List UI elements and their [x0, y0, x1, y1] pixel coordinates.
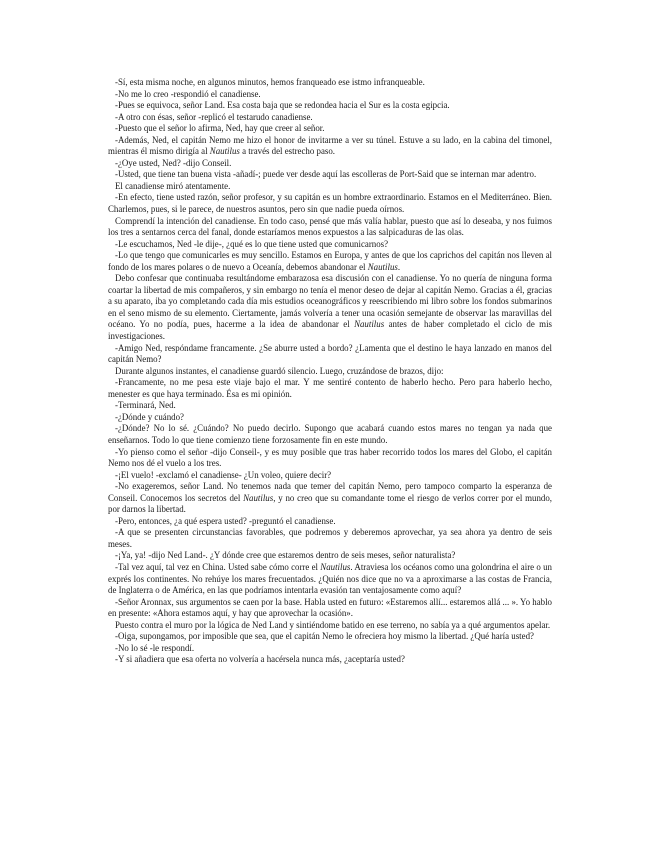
- text-run: -¡Ya, ya! -dijo Ned Land-. ¿Y dónde cree que estaremos dentro de seis meses, señor naturalista?: [115, 550, 456, 561]
- paragraph-p29: [108, 620, 552, 632]
- paragraph-p14: [108, 273, 552, 342]
- text-run: -¡El vuelo! -exclamó el canadiense- ¿Un voleo, quiere decir?: [115, 469, 332, 480]
- text-run: -No exageremos, señor Land. No tenemos nada que temer del capitán Nemo, pero tampoco comparto la esperanza de Conseil. Conocemos los secretos del: [108, 481, 552, 503]
- text-run: El canadiense miró atentamente.: [115, 180, 231, 191]
- italic-run: Nautilus: [367, 261, 398, 272]
- paragraph-p03: [108, 100, 552, 112]
- paragraph-p20: [108, 423, 552, 446]
- text-run: -Usted, que tiene tan buena vista -añadí-; puede ver desde aquí las escolleras de Port-Said que se internan mar adentro.: [115, 169, 537, 180]
- paragraph-p24: [108, 516, 552, 528]
- paragraph-p28: [108, 597, 552, 620]
- paragraph-p25: [108, 527, 552, 550]
- text-run: -Terminará, Ned.: [115, 400, 176, 411]
- paragraph-p05: [108, 123, 552, 135]
- text-run: -Además, Ned, el capitán Nemo me hizo el honor de invitarme a ver su túnel. Estuve a su lado, en la cabina del timonel, mientras él mismo dirigía al: [108, 134, 552, 157]
- paragraph-p09: [108, 181, 552, 193]
- paragraph-p18: [108, 400, 552, 412]
- text-run: , y no creo que su comandante tome el riesgo de verlos correr por el mundo, por darnos la libertad.: [108, 492, 552, 515]
- italic-run: Nautilus: [354, 319, 385, 330]
- paragraph-p06: [108, 135, 552, 158]
- text-run: -Yo pienso como el señor -dijo Conseil-, y es muy posible que tras haber recorrido todos los mares del Globo, el capitán Nemo nos dé el vuelo a los tres.: [108, 446, 552, 469]
- text-run: -Pero, entonces, ¿a qué espera usted? -preguntó el canadiense.: [115, 515, 336, 526]
- text-run: -Sí, esta misma noche, en algunos minutos, hemos franqueado ese istmo infranqueable.: [115, 77, 425, 87]
- paragraph-p15: [108, 343, 552, 366]
- paragraph-p27: [108, 562, 552, 597]
- text-run: Durante algunos instantes, el canadiense guardó silencio. Luego, cruzándose de brazos, dijo:: [115, 365, 444, 376]
- text-run: antes de haber completado el ciclo de mis investigaciones.: [108, 319, 552, 342]
- text-run: -¿Dónde? No lo sé. ¿Cuándo? No puedo decirlo. Supongo que acabará cuando estos mares no tengan ya nada que enseñarnos. Todo lo que tiene comienzo tiene forzosamente fin en este mundo.: [108, 423, 552, 445]
- text-run: -No lo sé -le respondí.: [115, 642, 195, 653]
- text-run: -Oiga, supongamos, por imposible que sea, que el capitán Nemo le ofreciera hoy mismo la libertad. ¿Qué haría usted?: [115, 631, 534, 642]
- paragraph-p11: [108, 216, 552, 239]
- text-run: -Amigo Ned, respóndame francamente. ¿Se aburre usted a bordo? ¿Lamenta que el destino le haya lanzado en manos del capitán Nemo?: [108, 342, 552, 365]
- paragraph-p22: [108, 470, 552, 482]
- italic-run: Nautilus: [209, 146, 240, 157]
- text-run: Puesto contra el muro por la lógica de Ned Land y sintiéndome batido en ese terreno, no sabía ya a qué argumentos apelar.: [115, 619, 551, 630]
- paragraph-p16: [108, 366, 552, 378]
- paragraph-p19: [108, 412, 552, 424]
- text-run: -¿Dónde y cuándo?: [115, 411, 184, 422]
- paragraph-p26: [108, 550, 552, 562]
- text-run: -Y si añadiera que esa oferta no volvería a hacérsela nunca más, ¿aceptaría usted?: [115, 654, 405, 665]
- text-run: -A que se presenten circunstancias favorables, que podremos y deberemos aprovechar, ya sea ahora ya dentro de seis meses.: [108, 527, 552, 549]
- paragraph-p21: [108, 447, 552, 470]
- italic-run: Nautilus: [243, 492, 274, 503]
- text-run: -Pues se equivoca, señor Land. Esa costa baja que se redondea hacia el Sur es la costa egipcia.: [115, 100, 450, 111]
- text-run: Debo confesar que continuaba resultándome embarazosa esa discusión con el canadiense. Yo no quería de ninguna forma coartar la libertad de mis compañeros, y sin embargo no tenía el menor deseo de dejar al capitán Nemo. Gracias a él, gracias a su aparato, iba yo completando cada día mis estudios oceanográficos y reescribiendo mi libro sobre los fondos submarinos en el seno mismo de su elemento. Ciertamente, jamás volvería a tener una ocasión semejante de observar las maravillas del océano. Yo no podía, pues, hacerme a la idea de abandonar el: [108, 273, 552, 330]
- paragraph-p02: [108, 89, 552, 101]
- text-run: .: [397, 261, 401, 272]
- text-run: -No me lo creo -respondió el canadiense.: [115, 88, 261, 99]
- text-run: -Señor Aronnax, sus argumentos se caen por la base. Habla usted en futuro: «Estaremos allí... estaremos allá ... ». Yo hablo en presente: «Ahora estamos aquí, y hay que aprovechar la ocasión».: [108, 596, 552, 619]
- paragraph-p31: [108, 643, 552, 655]
- paragraph-p08: [108, 169, 552, 181]
- text-run: -En efecto, tiene usted razón, señor profesor, y su capitán es un hombre extraordinario. Estamos en el Mediterráneo. Bien. Charlemos, pues, si le parece, de nuestros asuntos, pero sin que nadie pueda oírnos.: [108, 192, 552, 215]
- paragraph-p07: [108, 158, 552, 170]
- paragraph-p01: [108, 77, 552, 89]
- paragraph-p12: [108, 239, 552, 251]
- document-page: [108, 77, 552, 666]
- text-run: -Puesto que el señor lo afirma, Ned, hay que creer al señor.: [115, 123, 325, 134]
- italic-run: Nautilus: [320, 561, 351, 572]
- text-run: -Le escuchamos, Ned -le dije-, ¿qué es lo que tiene usted que comunicarnos?: [115, 238, 389, 249]
- paragraph-p32: [108, 654, 552, 666]
- paragraph-p23: [108, 481, 552, 516]
- text-run: Comprendí la intención del canadiense. En todo caso, pensé que más valía hablar, puesto que así lo deseaba, y nos fuimos los tres a sentarnos cerca del fanal, donde estaríamos menos expuestos a las salpicaduras de las olas.: [108, 215, 552, 238]
- paragraph-p17: [108, 377, 552, 400]
- paragraph-p04: [108, 112, 552, 124]
- paragraph-p30: [108, 631, 552, 643]
- text-run: . Atraviesa los océanos como una golondrina el aire o un exprés los continentes. No rehúye los mares frecuentados. ¿Quién nos dice que no va a aproximarse a las costas de Francia, de Inglaterra o de América, en las que podríamos intentarla evasión tan ventajosamente como aquí?: [108, 561, 552, 596]
- text-run: -A otro con ésas, señor -replicó el testarudo canadiense.: [115, 111, 313, 122]
- text-run: -Tal vez aquí, tal vez en China. Usted sabe cómo corre el: [115, 561, 321, 572]
- text-run: -Lo que tengo que comunicarles es muy sencillo. Estamos en Europa, y antes de que los caprichos del capitán nos lleven al fondo de los mares polares o de nuevo a Oceanía, debemos abandonar el: [108, 250, 552, 272]
- paragraph-p13: [108, 250, 552, 273]
- text-run: -¿Oye usted, Ned? -dijo Conseil.: [115, 157, 232, 168]
- paragraph-p10: [108, 192, 552, 215]
- text-run: -Francamente, no me pesa este viaje bajo el mar. Y me sentiré contento de haberlo hecho. Pero para haberlo hecho, menester es que haya terminado. Ésa es mi opinión.: [108, 377, 552, 399]
- text-run: a través del estrecho paso.: [239, 146, 336, 157]
